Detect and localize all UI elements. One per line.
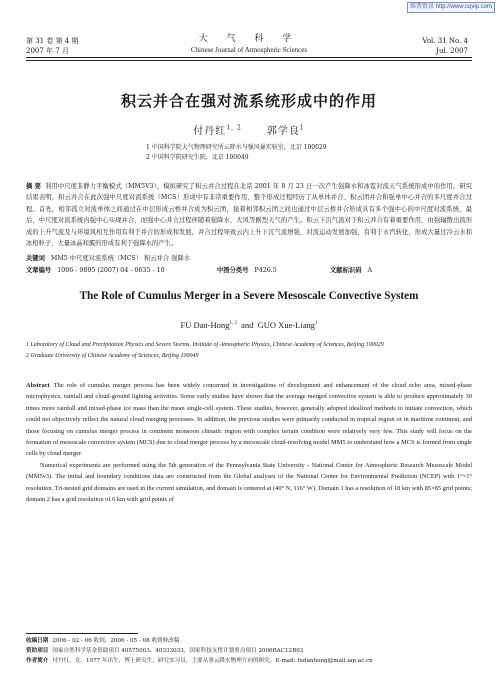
author-bio-value: 付丹红，女，1977 年出生，博士研究生，研究实习员，主要从事云降水物理方向的研究。E-mail: fudanhong@mail.iap.ac.cn [52,658,373,664]
author-1-en: FU Dan-Hong [180,320,230,330]
affiliation-en-1: 1 Laboratory of Cloud and Precipitation Physics and Severe Storms, Institute of Atmospheric Physics, Chinese Academy of Sciences, Beijing 100029 [26,342,384,348]
affiliation-cn-2: 2 中国科学院研究生院，北京 100049 [146,154,249,161]
journal-name-cn: 大 气 科 学 [198,34,300,44]
abstract-en-label: Abstract [26,382,50,389]
footnote-author [26,656,472,666]
header-rule-thick [26,57,472,58]
authors-en: FU Dan-Hong$^{1, 2}$ and GUO Xue-Liang$^1$ [180,320,318,330]
watermark-stamp[interactable]: 维普资讯 http://www.cqvip.com [407,2,495,13]
author-2-cn: 郭学良 [266,126,300,137]
header-volume-issue: 第 31 卷 第 4 期 [26,37,79,45]
author-1-cn-sup: 1, 2 [226,124,242,132]
keywords-cn-text: MM5 中尺度对流系统（MCS） 积云并合 强降水 [50,255,191,262]
document-code-label: 文献标识码 [330,267,362,274]
affiliation-en-2: 2 Graduate University of Chinese Academy of Sciences, Beijing 100049 [26,353,199,359]
article-number-value: 1006 - 9895 (2007) 04 - 0635 - 10 [57,267,165,274]
abstract-cn-text: 利用中尺度非静力平衡模式（MM5V3），模拟研究了积云并合过程在北京 2001 年 8 月 23 日一次产生强降水和冰雹对流天气系统形成中的作用。研究结果表明，积云并合在此次强中尺度对流系统（MCS）形成中有非常重要作用，整个形成过程经历了从单体并合、积云团并合和强单中心并合的多尺度并合过程。首先，相邻孤立对流单体之间通过在中层形成云桥并合成为积云团，接着相邻积云团之间也通过中层云桥并合形成具有多个强中心的中尺度对流系统，最后，中尺度对流系统内强中心实现并合，而强中心并合过程伴随着强降水、大风等剧烈天气的产生。积云下沉气流对于积云并合有着重要作用，由强辐散出流形成的上升气流及与环境风相互作用有利于并合的形成和发展。并合过程导致云内上升下沉气流增强，对流运动发展加强，有利于水汽转化，形成大量过冷云水和冰相粒子，大量冰晶和霰的形成有利于强降水的产生。 [26,183,472,248]
received-label: 收稿日期 [26,638,49,644]
header-rule-thin [26,60,472,61]
author-2-en-sup: 1 [315,321,318,327]
keywords-cn-label: 关键词 [26,255,45,262]
header-volume-en [422,36,468,56]
author-2-en: GUO Xue-Liang [257,320,315,330]
author-1-en-sup: 1, 2 [229,321,237,327]
document-code [330,266,372,276]
received-value: 2006 - 02 - 06 收到，2006 - 05 - 08 收到修改稿 [52,638,180,644]
author-1-cn: 付丹红 [193,126,227,137]
footnotes [26,636,472,666]
abstract-en-paragraph-2: Numerical experiments are performed using the 5th generation of the Pennsylvania State University - National Center for Atmospheric Research Mesoscale Model (MM5v3). The initial and boundary conditions data are constructed from the Global analyses of the National Center for Environmental Prediction (NCEP) with 1°×1° resolution. Tri-nested grid domains are used in the current simulation, and domain is centered at (40° N, 116° W). Domain 1 has a resolution of 18 km with 85×85 grid points; domain 2 has a grid resolution of 6 km with grid points of [26,461,472,504]
abstract-cn-label: 摘 要 [26,183,42,190]
affiliations-cn [146,143,327,163]
clc-value: P426.5 [254,267,277,274]
funding-label: 资助项目 [26,648,49,654]
author-bio-label: 作者简介 [26,658,49,664]
affiliations-en [26,340,472,362]
abstract-cn [26,181,472,249]
clc-number [217,266,277,276]
author-2-cn-sup: 1 [299,124,305,132]
authors-cn [0,122,498,137]
footnote-received [26,636,472,646]
article-number-label: 文章编号 [26,267,52,274]
abstract-en-p1: The role of cumulus merger process has been widely concerned in investigations of development and enhancement of the cloud echo area, mixed-phase microphysics, rainfall and cloud-ground lighting activities. Some early studies have shown that the average merged convective system is able to produce approximately 30 times more rainfall and mixed-phase ice mass than the mean single-cell system. These studies, however, generally adopted idealized methods to initiate convection, which could not objectively reflect the natural cloud merging processes. In addition, the previous studies were primarily conducted in tropical region or in maritime continent, and those focusing on cumulus merger process in continent monsoon climatic region with complex terrain condition were relatively very few. This study will focus on the formation of mesoscale convective system (MCS) due to cloud merger process by a mesoscale cloud-resolving model MM5 to understand how a MCS is formed from single cells by cloud merger. [26,382,472,458]
header-date-en: Jul. 2007 [436,47,468,55]
paper-title-cn: 积云并合在强对流系统形成中的作用 [120,92,377,110]
funding-value: 国家自然科学基金资助项目 40575003、40333033，国家科技支撑计划重点项目 2006BAC12B03 [52,648,304,654]
header-vol-no-en: Vol. 31 No. 4 [422,37,468,45]
journal-name-en: Chinese Journal of Atmospheric Sciences [190,46,308,54]
footnote-rule [26,633,138,634]
affiliation-cn-1: 1 中国科学院大气物理研究所云降水与强风暴实验室，北京 100029 [146,144,327,151]
document-code-value: A [367,267,373,274]
keywords-cn [26,254,190,264]
abstract-en-paragraph-1 [26,380,472,460]
paper-title-en: The Role of Cumulus Merger in a Severe Mesoscale Convective System [79,290,419,302]
footnote-funding [26,646,472,656]
clc-label: 中图分类号 [217,267,249,274]
article-number [26,266,165,276]
header-date: 2007 年 7 月 [26,47,69,55]
abstract-en [26,380,472,505]
